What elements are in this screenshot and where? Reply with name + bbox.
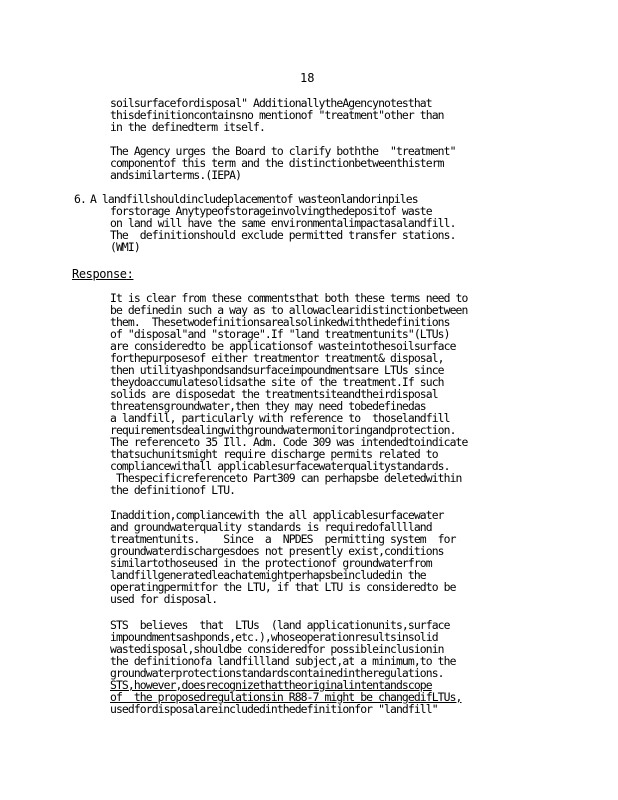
text-line: on land will have the same environmentalimpactasalandfill.	[110, 216, 456, 230]
text-line: groundwaterdischargesdoes not presently exist,conditions	[110, 544, 444, 558]
text-line: Thespecificreferenceto Part309 can perhapsbe deletedwithin	[110, 471, 462, 485]
text-line: thisdefinitioncontainsno mentionof "treatment"other than	[110, 108, 444, 122]
text-line: the definitionofa landfillland subject,at a minimum,to the	[110, 654, 456, 668]
text-line: compliancewithall applicablesurfacewaterqualitystandards.	[110, 459, 450, 473]
text-line: The definitionshould exclude permitted transfer stations.	[110, 228, 456, 242]
page-number: 18	[300, 71, 315, 85]
text-line: usedfordisposalareincludedinthedefinitionfor "landfill"	[110, 702, 438, 716]
text-line: similartothoseused in the protectionof groundwaterfrom	[110, 556, 432, 570]
text-line: componentof this term and the distinctionbetweenthisterm	[110, 156, 444, 170]
text-line: operatingpermitfor the LTU, if that LTU is consideredto be	[110, 580, 456, 594]
underlined-text-line: STS,however,doesrecognizethattheoriginalintentandscope	[110, 678, 432, 692]
text-line: them. Thesetwodefinitionsarealsolinkedwiththedefinitions	[110, 315, 450, 329]
text-line: landfillgeneratedleachatemightperhapsbeincludedin the	[110, 568, 426, 582]
text-line: theydoaccumulatesolidsathe site of the treatment.If such	[110, 375, 444, 389]
text-line: The Agency urges the Board to clarify boththe "treatment"	[110, 144, 456, 158]
text-line: A landfillshouldincludeplacementof wasteonlandorinpiles	[90, 192, 418, 206]
text-line: in the definedterm itself.	[110, 120, 265, 134]
text-line: forstorage Anytypeofstorageinvolvingthedepositof waste	[110, 204, 432, 218]
text-line: It is clear from these commentsthat both these terms need to	[110, 291, 468, 305]
text-line: thatsuchunitsmight require discharge permits related to	[110, 447, 438, 461]
text-line: then utilityashpondsandsurfaceimpoundmentsare LTUs since	[110, 363, 444, 377]
text-line: be definedin such a way as to allowaclearidistinctionbetween	[110, 303, 468, 317]
text-line: soilsurfacefordisposal" AdditionallytheAgencynotesthat	[110, 96, 432, 110]
list-item-number: 6.	[74, 192, 86, 206]
text-line: STS believes that LTUs (land applicationunits,surface	[110, 618, 450, 632]
response-heading-colon: :	[126, 267, 134, 281]
response-heading	[72, 267, 133, 281]
text-line: andsimilarterms.(IEPA)	[110, 168, 242, 182]
response-heading-text: Response	[72, 267, 127, 281]
text-line: groundwaterprotectionstandardscontainedintheregulations.	[110, 666, 444, 680]
text-line: used for disposal.	[110, 592, 218, 606]
text-line: requirementsdealingwithgroundwatermonitoringandprotection.	[110, 423, 456, 437]
text-line: and groundwaterquality standards is requiredofalllland	[110, 520, 432, 534]
text-line: solids are disposedat the treatmentsiteandtheirdisposal	[110, 387, 438, 401]
text-line: forthepurposesof either treatmentor treatment& disposal,	[110, 351, 444, 365]
text-line: are consideredto be applicationsof wasteintothesoilsurface	[110, 339, 456, 353]
text-line: threatensgroundwater,then they may need tobedefinedas	[110, 399, 426, 413]
underlined-text-line: of the proposedregulationsin R88-7 might be changedifLTUs,	[110, 690, 462, 704]
text-line: impoundmentsashponds,etc.),whoseoperationresultsinsolid	[110, 630, 438, 644]
text-line: treatmentunits. Since a NPDES permitting system for	[110, 532, 456, 546]
text-line: Inaddition,compliancewith the all applicablesurfacewater	[110, 508, 444, 522]
text-line: the definitionof LTU.	[110, 483, 236, 497]
text-line: (WMI)	[110, 240, 140, 254]
text-line: of "disposal"and "storage".If "land treatmentunits"(LTUs)	[110, 327, 450, 341]
text-line: The referenceto 35 Ill. Adm. Code 309 was intendedtoindicate	[110, 435, 468, 449]
text-line: wastedisposal,shouldbe consideredfor possibleinclusionin	[110, 642, 444, 656]
text-line: a landfill, particularly with reference to thoselandfill	[110, 411, 450, 425]
